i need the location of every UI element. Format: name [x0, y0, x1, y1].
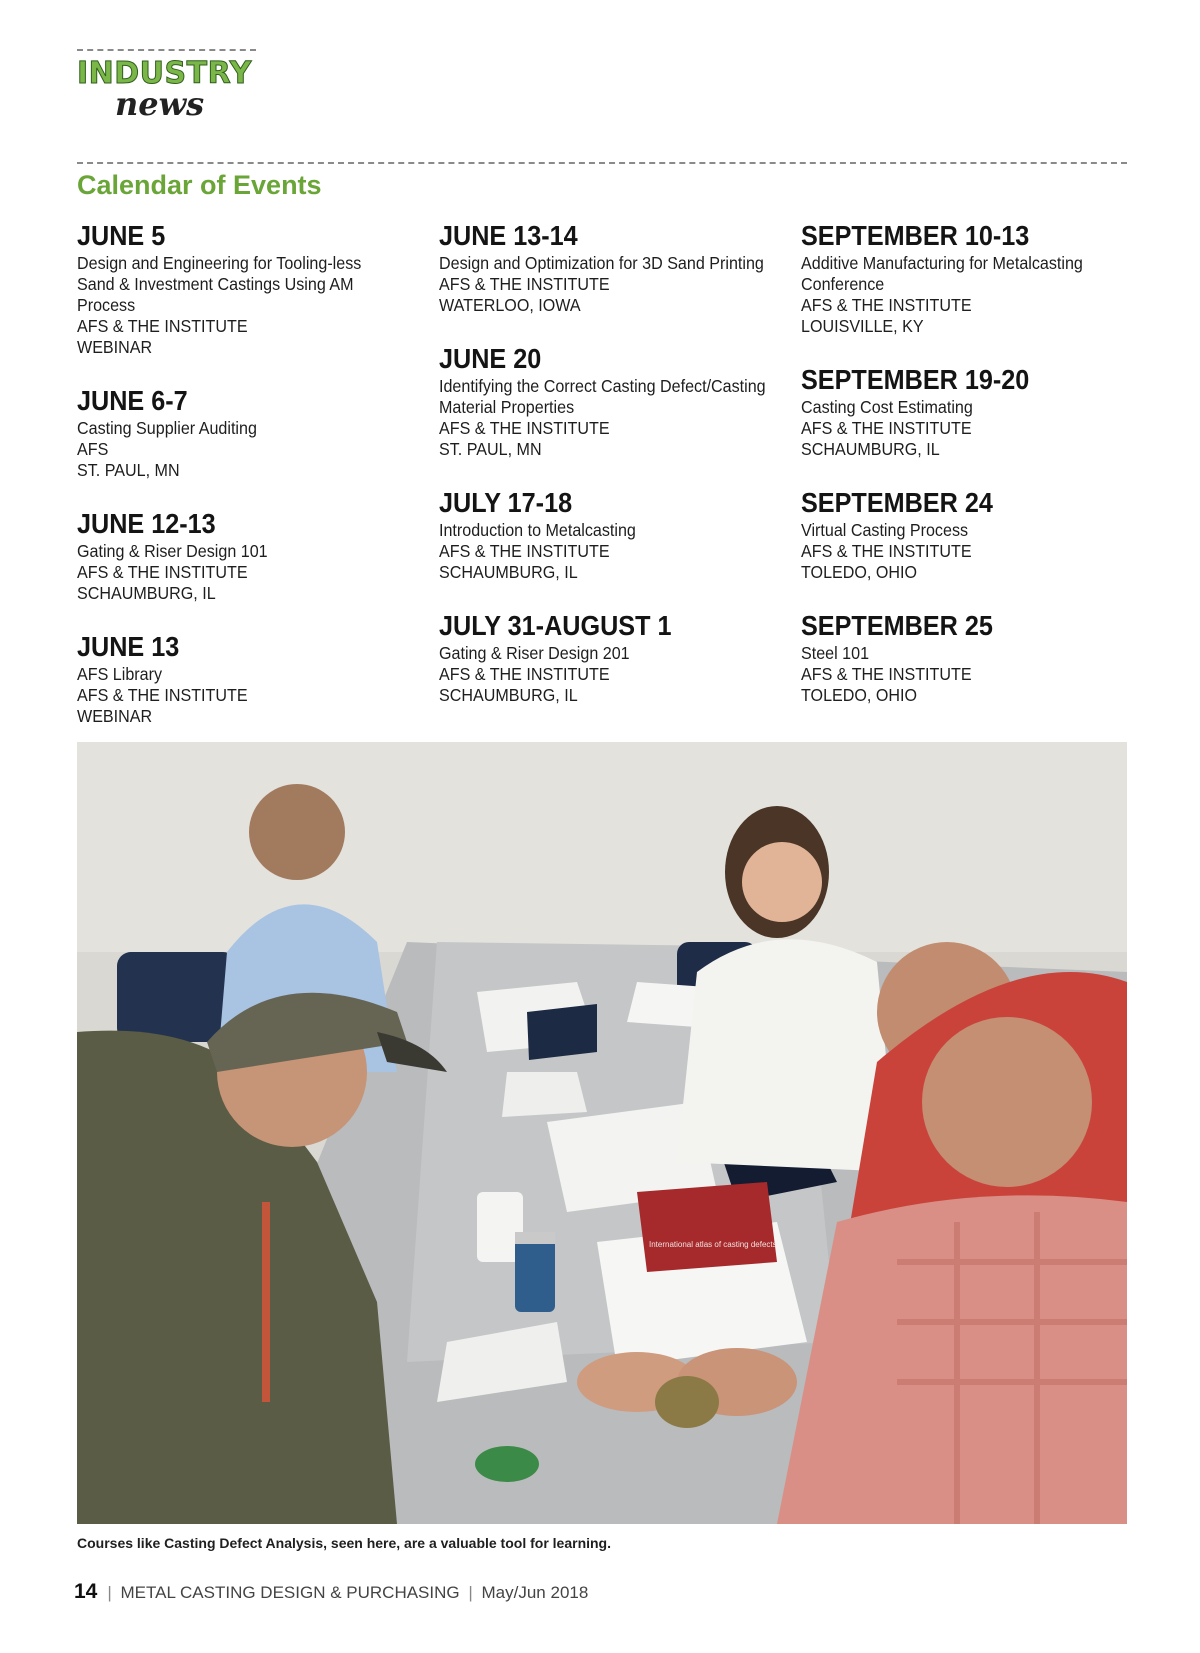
event-detail: AFS & THE INSTITUTE — [77, 316, 248, 336]
calendar-dashed-rule — [77, 162, 1127, 164]
event-detail: AFS & THE INSTITUTE — [801, 664, 972, 684]
event-detail: Conference — [801, 274, 885, 294]
event-detail: AFS & THE INSTITUTE — [801, 418, 972, 438]
event-detail: SCHAUMBURG, IL — [801, 439, 940, 459]
event-entry — [77, 630, 439, 727]
event-date: JUNE 20 — [439, 343, 542, 374]
event-detail: Design and Optimization for 3D Sand Printing — [439, 253, 764, 273]
brand-news-text: news — [115, 85, 205, 123]
event-entry — [77, 219, 439, 358]
page-number: 14 — [74, 1580, 98, 1603]
event-detail: Design and Engineering for Tooling-less — [77, 253, 362, 273]
event-date: JUNE 5 — [77, 220, 166, 251]
event-date: JULY 17-18 — [439, 487, 573, 518]
events-column — [439, 219, 801, 753]
publication-name: METAL CASTING DESIGN & PURCHASING — [120, 1583, 460, 1602]
event-entry — [77, 507, 439, 604]
event-date: SEPTEMBER 10-13 — [801, 220, 1030, 251]
event-detail: SCHAUMBURG, IL — [439, 685, 578, 705]
event-entry — [439, 609, 801, 706]
events-grid — [77, 219, 1127, 753]
event-date: SEPTEMBER 25 — [801, 610, 993, 641]
event-date: SEPTEMBER 19-20 — [801, 364, 1030, 395]
event-entry — [801, 363, 1127, 460]
event-detail: WEBINAR — [77, 706, 153, 726]
event-detail: AFS & THE INSTITUTE — [439, 274, 610, 294]
issue-date: May/Jun 2018 — [481, 1583, 589, 1602]
event-detail: WEBINAR — [77, 337, 153, 357]
photo-caption: Courses like Casting Defect Analysis, seen here, are a valuable tool for learning. — [77, 1535, 612, 1551]
event-detail: TOLEDO, OHIO — [801, 685, 918, 705]
event-detail: SCHAUMBURG, IL — [439, 562, 578, 582]
event-detail: Gating & Riser Design 101 — [77, 541, 268, 561]
event-detail: ST. PAUL, MN — [439, 439, 542, 459]
footer-separator: | — [468, 1583, 473, 1602]
event-detail: AFS & THE INSTITUTE — [77, 685, 248, 705]
event-date: JUNE 13-14 — [439, 220, 578, 251]
event-entry — [77, 384, 439, 481]
event-date: JULY 31-AUGUST 1 — [439, 610, 672, 641]
event-detail: TOLEDO, OHIO — [801, 562, 918, 582]
event-detail: AFS Library — [77, 664, 162, 684]
event-detail: AFS & THE INSTITUTE — [439, 541, 610, 561]
classroom-photo — [77, 742, 1127, 1524]
event-detail: LOUISVILLE, KY — [801, 316, 924, 336]
section-brand-logo — [77, 56, 277, 123]
event-detail: AFS & THE INSTITUTE — [439, 418, 610, 438]
event-entry — [801, 486, 1127, 583]
event-date: SEPTEMBER 24 — [801, 487, 993, 518]
event-detail: AFS & THE INSTITUTE — [77, 562, 248, 582]
event-detail: Casting Supplier Auditing — [77, 418, 257, 438]
event-detail: AFS & THE INSTITUTE — [439, 664, 610, 684]
event-detail: Virtual Casting Process — [801, 520, 969, 540]
event-entry — [801, 219, 1127, 337]
book-cover-text: International atlas of casting defects — [649, 1240, 777, 1249]
event-detail: Steel 101 — [801, 643, 870, 663]
event-detail: Identifying the Correct Casting Defect/Casting — [439, 376, 766, 396]
event-detail: Sand & Investment Castings Using AM — [77, 274, 354, 294]
events-column — [801, 219, 1127, 753]
event-detail: Additive Manufacturing for Metalcasting — [801, 253, 1083, 273]
page-footer — [74, 1580, 588, 1604]
header-dashed-rule — [77, 49, 256, 51]
events-column — [77, 219, 439, 753]
event-detail: Material Properties — [439, 397, 575, 417]
event-detail: SCHAUMBURG, IL — [77, 583, 216, 603]
event-detail: AFS & THE INSTITUTE — [801, 541, 972, 561]
calendar-title: Calendar of Events — [77, 170, 322, 200]
event-entry — [439, 342, 801, 460]
event-detail: AFS — [77, 439, 109, 459]
event-detail: Process — [77, 295, 136, 315]
event-entry — [439, 486, 801, 583]
brand-industry-text: INDUSTRY — [77, 56, 252, 91]
event-detail: Casting Cost Estimating — [801, 397, 973, 417]
footer-separator: | — [107, 1583, 112, 1602]
event-date: JUNE 12-13 — [77, 508, 216, 539]
event-date: JUNE 6-7 — [77, 385, 188, 416]
event-detail: WATERLOO, IOWA — [439, 295, 581, 315]
event-entry — [801, 609, 1127, 706]
event-date: JUNE 13 — [77, 631, 180, 662]
event-detail: Introduction to Metalcasting — [439, 520, 636, 540]
event-detail: ST. PAUL, MN — [77, 460, 180, 480]
event-detail: AFS & THE INSTITUTE — [801, 295, 972, 315]
event-entry — [439, 219, 801, 316]
event-detail: Gating & Riser Design 201 — [439, 643, 630, 663]
